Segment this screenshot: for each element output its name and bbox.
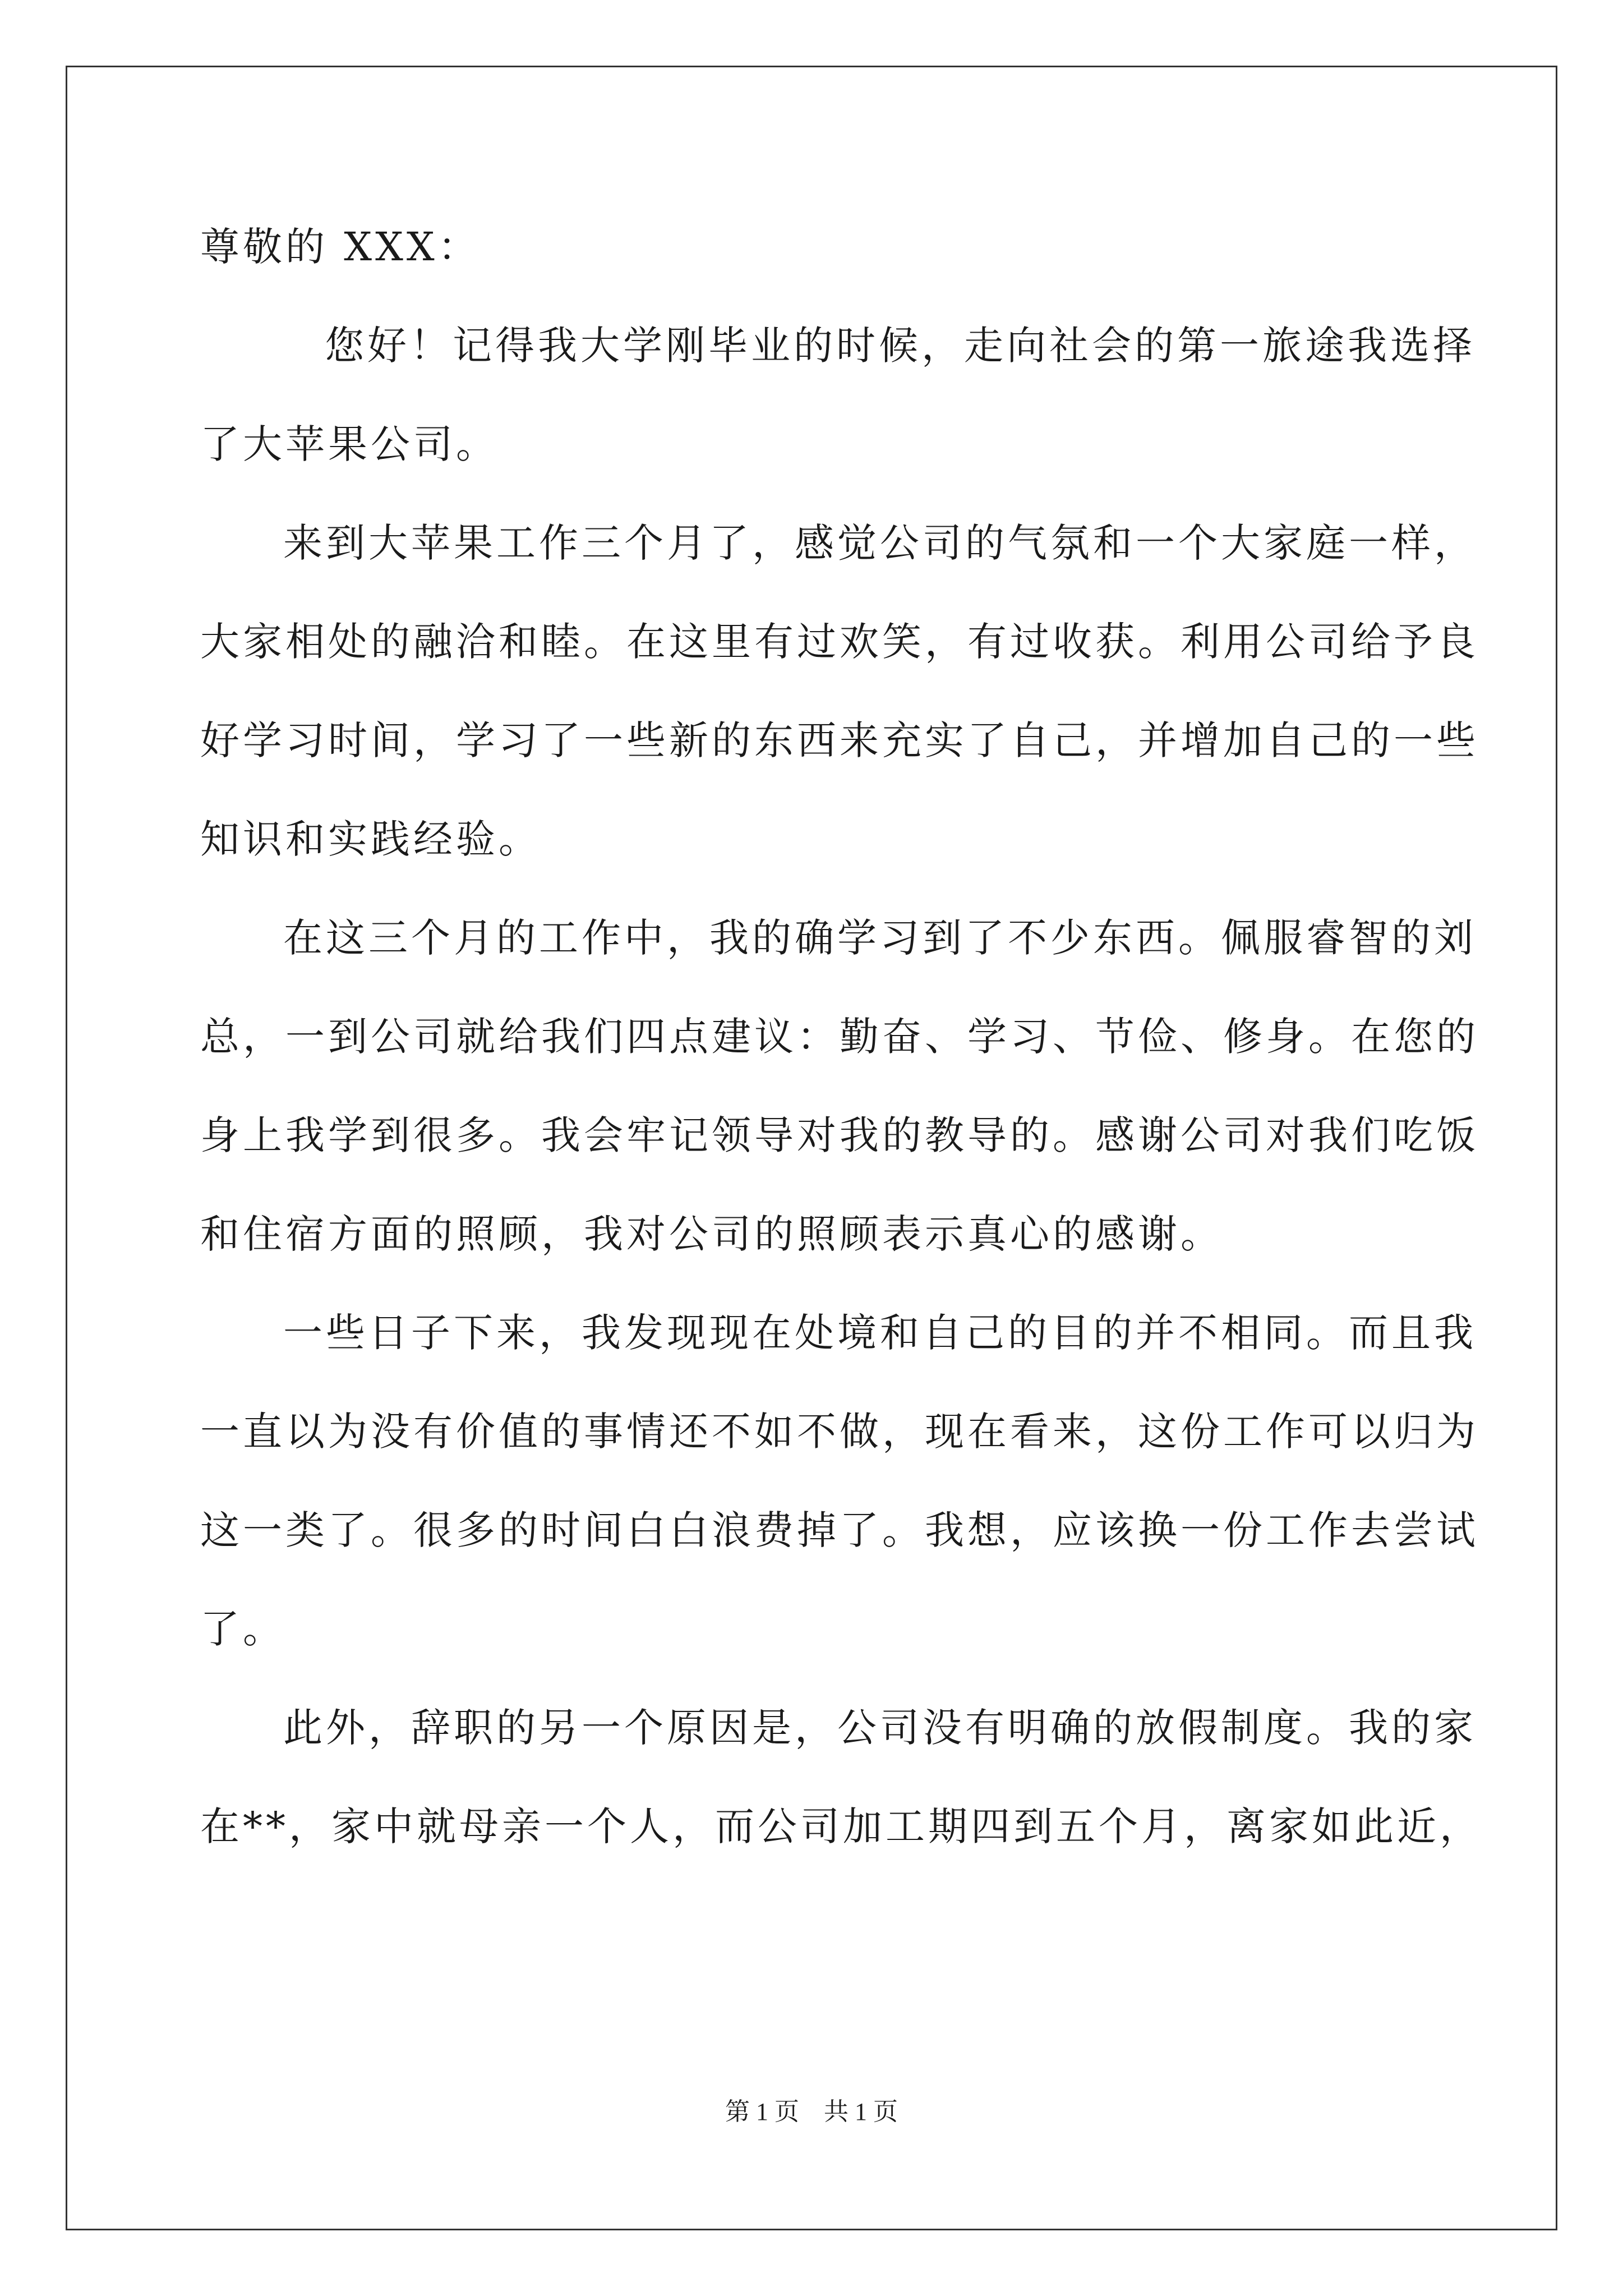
paragraph-2-line-1: 来到大苹果工作三个月了，感觉公司的气氛和一个大家庭一样， xyxy=(283,520,1477,566)
paragraph-1-line-2: 了大苹果公司。 xyxy=(200,421,499,467)
paragraph-4-line-4: 了。 xyxy=(200,1606,285,1652)
paragraph-3-line-2: 总，一到公司就给我们四点建议：勤奋、学习、节俭、修身。在您的 xyxy=(200,1014,1479,1060)
paragraph-1-line-1: 您好！记得我大学刚毕业的时候，走向社会的第一旅途我选择 xyxy=(325,323,1476,369)
salutation: 尊敬的 XXX： xyxy=(200,224,481,270)
paragraph-5-line-1: 此外，辞职的另一个原因是，公司没有明确的放假制度。我的家 xyxy=(283,1705,1477,1751)
page-number-footer: 第 1 页 共 1 页 xyxy=(725,2098,898,2125)
paragraph-2-line-4: 知识和实践经验。 xyxy=(200,816,541,862)
paragraph-3-line-4: 和住宿方面的照顾，我对公司的照顾表示真心的感谢。 xyxy=(200,1211,1223,1257)
paragraph-3-line-3: 身上我学到很多。我会牢记领导对我的教导的。感谢公司对我们吃饭 xyxy=(200,1112,1479,1158)
paragraph-2-line-2: 大家相处的融洽和睦。在这里有过欢笑，有过收获。利用公司给予良 xyxy=(200,619,1479,665)
paragraph-4-line-3: 这一类了。很多的时间白白浪费掉了。我想，应该换一份工作去尝试 xyxy=(200,1507,1479,1553)
paragraph-4-line-2: 一直以为没有价值的事情还不如不做，现在看来，这份工作可以归为 xyxy=(200,1409,1479,1455)
paragraph-5-line-2: 在**，家中就母亲一个人，而公司加工期四到五个月，离家如此近， xyxy=(200,1803,1482,1849)
paragraph-4-line-1: 一些日子下来，我发现现在处境和自己的目的并不相同。而且我 xyxy=(283,1310,1477,1356)
paragraph-2-line-3: 好学习时间，学习了一些新的东西来充实了自己，并增加自己的一些 xyxy=(200,717,1479,763)
paragraph-3-line-1: 在这三个月的工作中，我的确学习到了不少东西。佩服睿智的刘 xyxy=(283,915,1477,961)
